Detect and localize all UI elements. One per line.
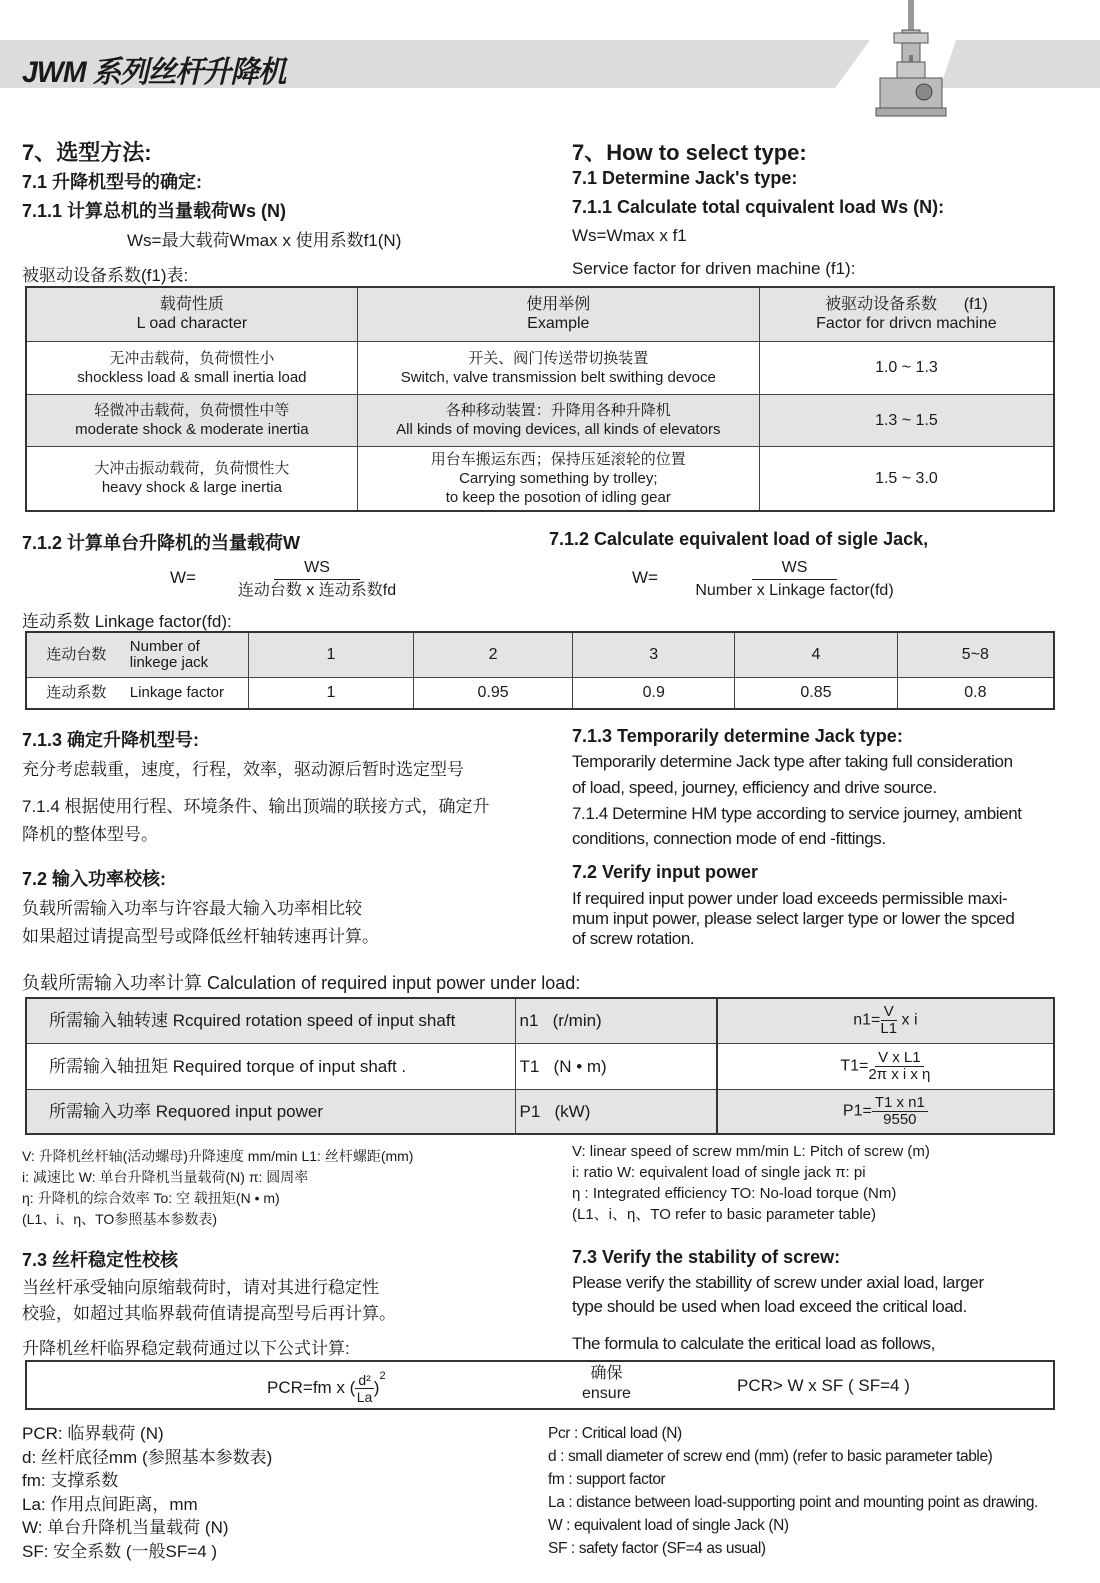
header-example: 使用举例 Example [357, 287, 759, 341]
formula-w-lhs-zh: W= [170, 568, 196, 587]
table-row: 大冲击振动载荷，负荷惯性大 heavy shock & large inertia 用台车搬运东西；保持压延滚轮的位置 Carrying something by trolley; to keep the posotion of idling gear 1.5 ~ 3.0 [26, 446, 1054, 511]
paragraph: 升降机丝杆临界稳定载荷通过以下公式计算: [22, 1339, 350, 1358]
pcr-formula: PCR=fm x ( $\frac{\text{d²}}{La}$ )$^2$ [267, 1370, 386, 1406]
table-header-row [26, 287, 1054, 341]
paragraph: 降机的整体型号。 [22, 825, 158, 844]
table-row: 所需输入功率 Requored input power P1 (kW) P1= $\frac{\text{T1 x n1}}{9550}$ [26, 1089, 1054, 1134]
section-7-1-en: 7.1 Determine Jack's type: [572, 168, 798, 188]
input-power-table [25, 997, 1055, 1135]
critical-load-formula-box [25, 1360, 1055, 1410]
service-factor-table [25, 286, 1055, 512]
ensure-label: 确保 ensure [582, 1365, 631, 1402]
power-caption: 负载所需输入功率计算 Calculation of required input power under load: [22, 973, 581, 993]
screw-jack-illustration [872, 0, 952, 118]
section-7-1-1-zh: 7.1.1 计算总机的当量载荷Ws (N) [22, 201, 287, 221]
paragraph: 充分考虑载重，速度，行程，效率，驱动源后暂时选定型号 [22, 760, 464, 779]
table-row: 连动系数 Linkage factor 1 0.95 0.9 0.85 0.8 [26, 677, 1054, 709]
definitions-left: PCR: 临界载荷 (N) d: 丝杆底径mm (参照基本参数表) fm: 支撑系数 La: 作用点间距离，mm W: 单台升降机当量载荷 (N) SF: 安全系数 (一般SF=4 ) [22, 1424, 273, 1561]
paragraph: 校验，如超过其临界载荷值请提高型号后再计算。 [22, 1304, 396, 1323]
paragraph: 7.1.4 Determine HM type according to service journey, ambient [572, 804, 1022, 823]
formula-w-lhs-en: W= [632, 568, 658, 587]
paragraph: mum input power, please select larger type or lower the spced [572, 909, 1015, 928]
paragraph: The formula to calculate the eritical load as follows, [572, 1334, 935, 1353]
table1-caption-zh: 被驱动设备系数(f1)表: [22, 266, 189, 285]
paragraph: conditions, connection mode of end -fittings. [572, 829, 886, 848]
formula-ws-zh: Ws=最大载荷Wmax x 使用系数f1(N) [127, 231, 402, 250]
definitions-right: Pcr : Critical load (N) d : small diameter of screw end (mm) (refer to basic parameter table) fm : support factor La : distance between load-supporting point and mounting point as drawing. W : equivalent load of single Jack (N) SF : safety factor (SF=4 as usual) [548, 1425, 1038, 1557]
paragraph: 7.1.4 根据使用行程、环境条件、输出顶端的联接方式，确定升 [22, 797, 490, 816]
table-row: 连动台数 Number of linkege jack 1 2 3 4 5~8 [26, 632, 1054, 677]
paragraph: Temporarily determine Jack type after taking full consideration [572, 752, 1013, 771]
table2-caption: 连动系数 Linkage factor(fd): [22, 612, 232, 631]
page-title: JWM 系列丝杆升降机 [22, 56, 286, 89]
section-7-1-2-en: 7.1.2 Calculate equivalent load of sigle Jack, [549, 529, 929, 549]
notes-right: V: linear speed of screw mm/min L: Pitch of screw (m) i: ratio W: equivalent load of single jack π: pi η : Integrated efficiency TO: No-load torque (Nm) (L1、i、η、TO refer to basic parameter table) [572, 1143, 930, 1223]
table-row: 所需输入轴扭矩 Required torque of input shaft . T1 (N • m) T1= $\frac{\text{V x L1}}{\text{2π x i x η}}$ [26, 1043, 1054, 1089]
section-7-1-3-en: 7.1.3 Temporarily determine Jack type: [572, 726, 903, 746]
formula-w-zh: WS 连动台数 x 连动系数fd [237, 559, 397, 599]
header-band-right [940, 40, 1100, 88]
section-7-2-zh: 7.2 输入功率校核: [22, 869, 167, 889]
paragraph: Please verify the stabillity of screw under axial load, larger [572, 1273, 984, 1292]
section-7-zh: 7、选型方法: [22, 140, 152, 165]
section-7-1-1-en: 7.1.1 Calculate total cquivalent load Ws (N): [572, 197, 945, 217]
paragraph: 如果超过请提高型号或降低丝杆轴转速再计算。 [22, 927, 379, 946]
table-row: 轻微冲击载荷，负荷惯性中等 moderate shock & moderate inertia 各种移动装置：升降用各种升降机 All kinds of moving devices, all kinds of elevators 1.3 ~ 1.5 [26, 394, 1054, 446]
header-factor: 被驱动设备系数 (f1) Factor for drivcn machine [759, 287, 1054, 341]
formula-w-en: WS Number x Linkage factor(fd) [695, 559, 894, 599]
paragraph: of screw rotation. [572, 929, 695, 948]
paragraph: 当丝杆承受轴向原缩载荷时，请对其进行稳定性 [22, 1278, 379, 1297]
paragraph: of load, speed, journey, efficiency and drive source. [572, 778, 937, 797]
section-7-1-zh: 7.1 升降机型号的确定: [22, 172, 203, 192]
table-row: 无冲击载荷，负荷惯性小 shockless load & small inertia load 开关、阀门传送带切换装置 Switch, valve transmission belt swithing devoce 1.0 ~ 1.3 [26, 341, 1054, 394]
pcr-condition: PCR> W x SF ( SF=4 ) [737, 1376, 910, 1395]
section-7-en: 7、How to select type: [572, 140, 807, 165]
paragraph: 负载所需输入功率与许容最大输入功率相比较 [22, 899, 362, 918]
paragraph: type should be used when load exceed the critical load. [572, 1297, 967, 1316]
table-row: 所需输入轴转速 Rcquired rotation speed of input shaft n1 (r/min) n1= $\frac{V}{L1}$ x i [26, 998, 1054, 1043]
table1-caption-en: Service factor for driven machine (f1): [572, 259, 856, 278]
formula-ws-en: Ws=Wmax x f1 [572, 226, 687, 245]
section-7-3-en: 7.3 Verify the stability of screw: [572, 1247, 841, 1267]
linkage-factor-table [25, 631, 1055, 710]
notes-left: V: 升降机丝杆轴(活动螺母)升降速度 mm/min L1: 丝杆螺距(mm) i: 减速比 W: 单台升降机当量载荷(N) π: 圆周率 η: 升降机的综合效率 To: 空 载扭矩(N • m) (L1、i、η、TO参照基本参数表) [22, 1148, 414, 1227]
header-load-character: 载荷性质 L oad character [26, 287, 357, 341]
section-7-3-zh: 7.3 丝杆稳定性校核 [22, 1250, 179, 1270]
section-7-2-en: 7.2 Verify input power [572, 862, 759, 882]
paragraph: If required input power under load exceeds permissible maxi- [572, 889, 1008, 908]
section-7-1-3-zh: 7.1.3 确定升降机型号: [22, 730, 200, 750]
section-7-1-2-zh: 7.1.2 计算单台升降机的当量载荷W [22, 533, 301, 553]
